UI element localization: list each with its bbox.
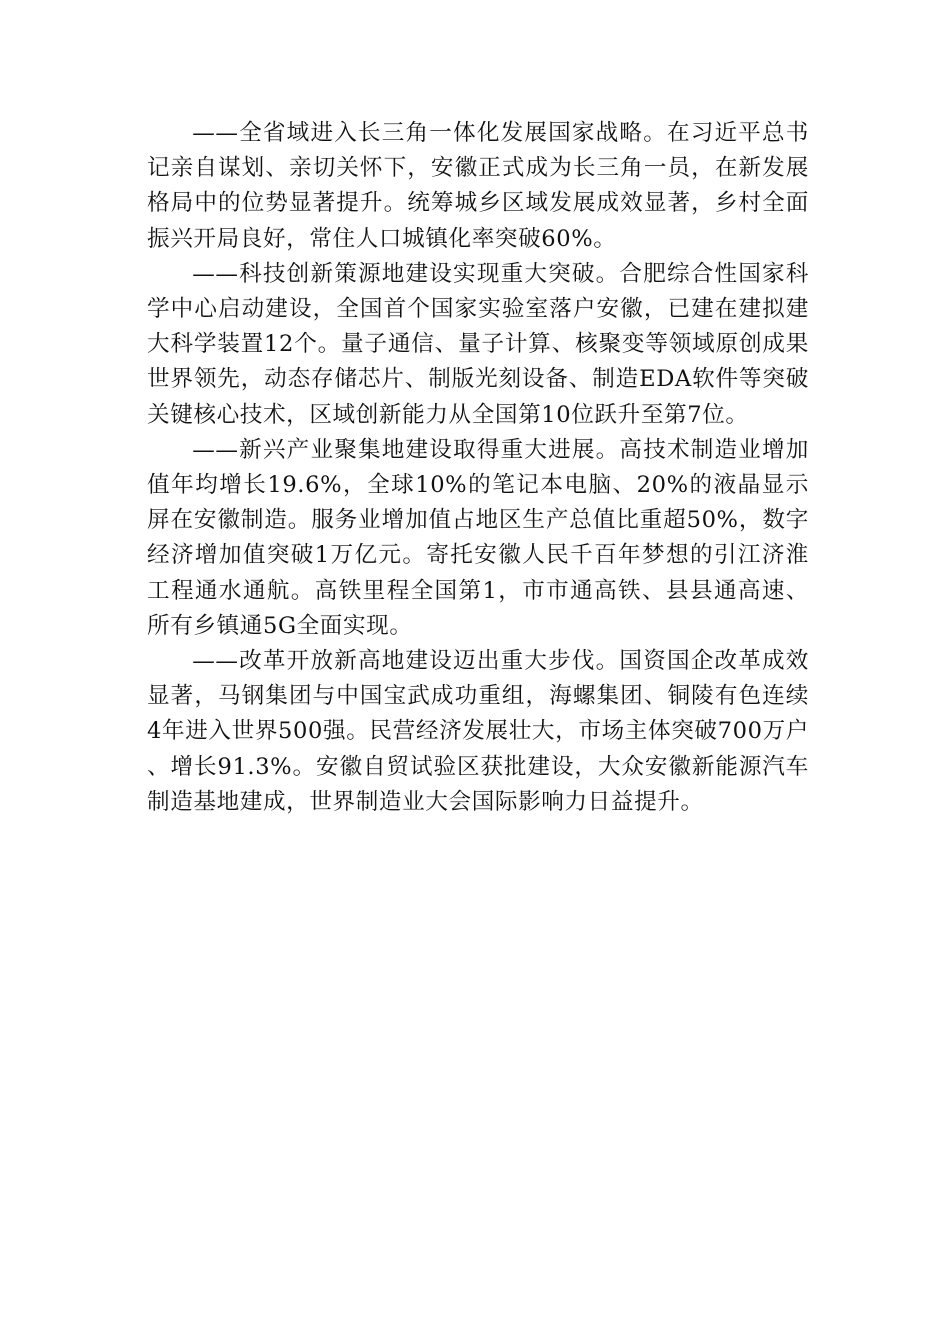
paragraph-emerging-industries: ——新兴产业聚集地建设取得重大进展。高技术制造业增加值年均增长19.6%，全球10%的笔记本电脑、20%的液晶显示屏在安徽制造。服务业增加值占地区生产总值比重超50%，数字经济增加值突破1万亿元。寄托安徽人民千百年梦想的引江济淮工程通水通航。高铁里程全国第1，市市通高铁、县县通高速、所有乡镇通5G全面实现。 bbox=[147, 436, 809, 639]
paragraph-tech-innovation: ——科技创新策源地建设实现重大突破。合肥综合性国家科学中心启动建设，全国首个国家实验室落户安徽，已建在建拟建大科学装置12个。量子通信、量子计算、核聚变等领域原创成果世界领先，动态存储芯片、制版光刻设备、制造EDA软件等突破关键核心技术，区域创新能力从全国第10位跃升至第7位。 bbox=[147, 260, 809, 428]
document-body bbox=[147, 116, 809, 820]
paragraph-yangtze-delta: ——全省域进入长三角一体化发展国家战略。在习近平总书记亲自谋划、亲切关怀下，安徽正式成为长三角一员，在新发展格局中的位势显著提升。统筹城乡区域发展成效显著，乡村全面振兴开局良好，常住人口城镇化率突破60%。 bbox=[147, 120, 809, 252]
paragraph-reform-opening: ——改革开放新高地建设迈出重大步伐。国资国企改革成效显著，马钢集团与中国宝武成功重组，海螺集团、铜陵有色连续4年进入世界500强。民营经济发展壮大，市场主体突破700万户、增长91.3%。安徽自贸试验区获批建设，大众安徽新能源汽车制造基地建成，世界制造业大会国际影响力日益提升。 bbox=[147, 648, 809, 815]
